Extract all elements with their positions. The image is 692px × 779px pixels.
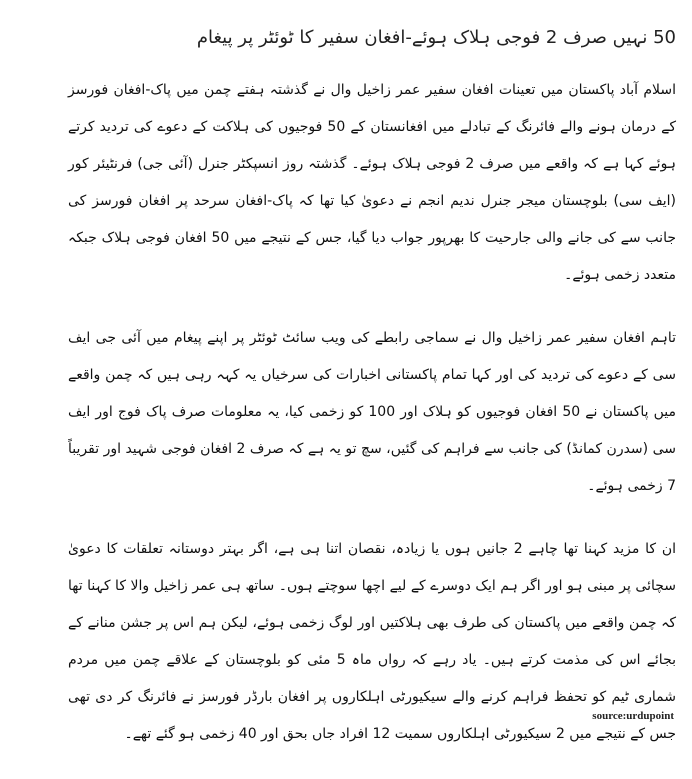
article-paragraph: ان کا مزید کہنا تھا چاہے 2 جانیں ہوں یا زیادہ، نقصان اتنا ہی ہے، اگر بہتر دوستانہ تعلقات کا دعویٰ سچائی پر مبنی ہو اور اگر ہم ایک دوسرے کے لیے اچھا سوچتے ہوں۔ ساتھ ہی عمر زاخیل والا کا کہنا تھا کہ چمن واقعے میں پاکستان کی طرف بھی ہلاکتیں اور لوگ زخمی ہوئے، لیکن ہم اس پر جشن منانے کے بجائے اس کی مذمت کرتے ہیں۔ یاد رہے کہ رواں ماہ 5 مئی کو بلوچستان کے علاقے چمن میں مردم شماری ٹیم کو تحفظ فراہم کرنے والے سیکیورٹی اہلکاروں پر افغان بارڈر فورسز نے فائرنگ کر دی تھی جس کے نتیجے میں 2 سیکیورٹی اہلکاروں سمیت 12 افراد جاں بحق اور 40 زخمی ہو گئے تھے۔ [68,541,677,742]
article-title: 50 نہیں صرف 2 فوجی ہلاک ہوئے-افغان سفیر کا ٹوئٹر پر پیغام [196,27,676,48]
article-paragraph: تاہم افغان سفیر عمر زاخیل وال نے سماجی رابطے کی ویب سائٹ ٹوئٹر پر اپنے پیغام میں آئی جی ایف سی کے دعوے کی تردید کی اور کہا تمام پاکستانی اخبارات کی سرخیاں یہ کہہ رہی ہیں کہ چمن واقعے میں پاکستان نے 50 افغان فوجیوں کو ہلاک اور 100 کو زخمی کیا، یہ معلومات صرف پاک فوج اور ایف سی (سدرن کمانڈ) کی جانب سے فراہم کی گئیں، سچ تو یہ ہے کہ صرف 2 افغان فوجی شہید اور تقریباً 7 زخمی ہوئے۔ [68,330,677,494]
article-paragraph: اسلام آباد پاکستان میں تعینات افغان سفیر عمر زاخیل وال نے گذشتہ ہفتے چمن میں پاک-افغان فورسز کے درمان ہونے والے فائرنگ کے تبادلے میں افغانستان کے 50 فوجیوں کی ہلاکت کے دعوے کی تردید کرتے ہوئے کہا ہے کہ واقعے میں صرف 2 فوجی ہلاک ہوئے۔ گذشتہ روز انسپکٹر جنرل (آئی جی) فرنٹیئر کور (ایف سی) بلوچستان میجر جنرل ندیم انجم نے دعویٰ کیا تھا کہ پاک-افغان سرحد پر افغان فورسز کی جانب سے کی جانے والی جارحیت کا بھرپور جواب دیا گیا، جس کے نتیجے میں 50 افغان فوجی ہلاک جبکہ متعدد زخمی ہوئے۔ [68,82,676,283]
source-credit: source:urdupoint [592,710,674,722]
article [68,18,676,779]
